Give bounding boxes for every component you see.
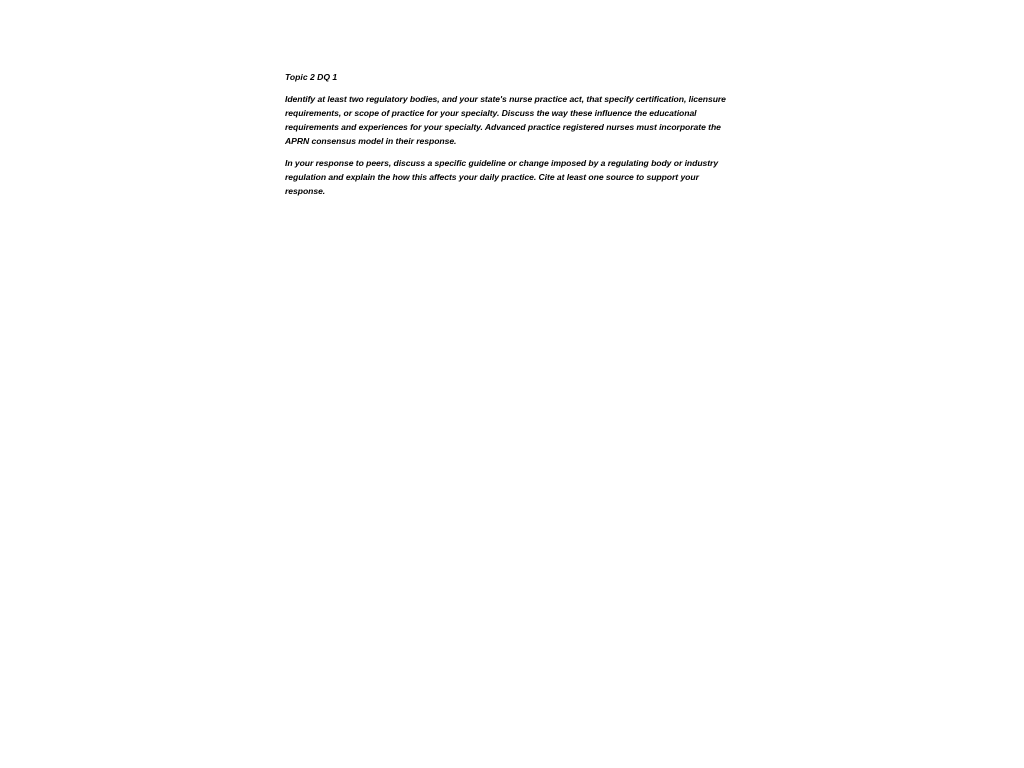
prompt-paragraph: Identify at least two regulatory bodies, and your state's nurse practice act, that specify certification, licensure requirements, or scope of practice for your specialty. Discuss the way these influence the educational requirements and experiences for your specialty. Advanced practice registered nurses must incorporate the APRN consensus model in their response. — [285, 94, 726, 146]
document-heading: Topic 2 DQ 1 — [285, 72, 338, 82]
document-body — [285, 70, 733, 206]
peer-response-paragraph: In your response to peers, discuss a specific guideline or change imposed by a regulating body or industry regulation and explain the how this affects your daily practice. Cite at least one source to support your response. — [285, 158, 719, 196]
